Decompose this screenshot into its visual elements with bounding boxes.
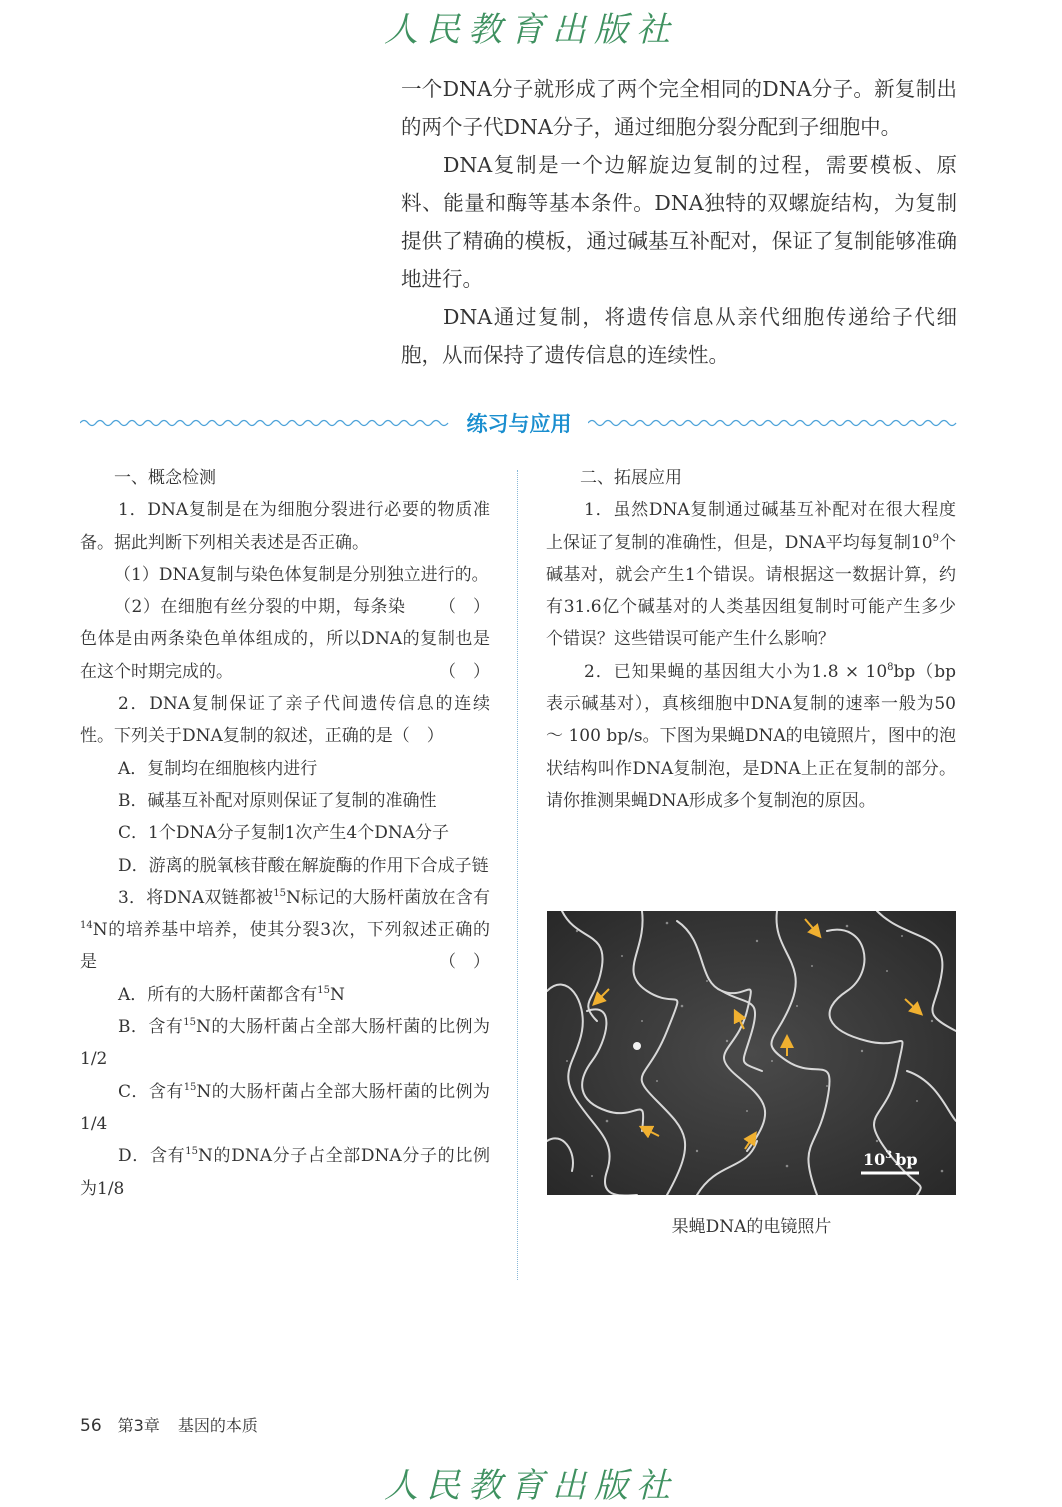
wave-divider-right [588, 417, 958, 429]
figure-caption: 果蝇DNA的电镜照片 [671, 1217, 832, 1237]
isotope-superscript: 14 [80, 920, 93, 932]
option-text: N的DNA分子占全部DNA分子的比例为1/8 [80, 1146, 490, 1199]
question-text: N的培养基中培养，使其分裂3次，下列叙述正确的是 [80, 920, 490, 973]
option-a: A．复制均在细胞核内进行 [118, 758, 318, 779]
question-text: 3．将DNA双链都被 [118, 887, 274, 908]
wave-divider-left [80, 417, 450, 429]
option-text: D．含有 [118, 1146, 186, 1167]
isotope-superscript: 15 [183, 1017, 197, 1029]
option-text: N的大肠杆菌占全部大肠杆菌的比例为1/2 [80, 1017, 491, 1070]
option-text: A．所有的大肠杆菌都含有 [118, 984, 318, 1005]
question-text: （2）在细胞有丝分裂的中期，每条染色体是由两条染色单体组成的，所以DNA的复制也是在这个时期完成的。 [80, 597, 490, 682]
scale-bar-label: 10 [863, 1150, 886, 1169]
micrograph-image [547, 911, 956, 1195]
intro-paragraph: 一个DNA分子就形成了两个完全相同的DNA分子。新复制出的两个子代DNA分子，通过细胞分裂分配到子细胞中。 [401, 77, 957, 139]
option-text: N [330, 984, 345, 1005]
question-3 [80, 882, 490, 979]
question-2: 2．DNA复制保证了亲子代间遗传信息的连续性。下列关于DNA复制的叙述，正确的是（ ） [80, 694, 490, 747]
option-d: D．游离的脱氧核苷酸在解旋酶的作用下合成子链 [118, 855, 489, 876]
chapter-label: 第3章 [117, 1416, 160, 1435]
page-footer [80, 1413, 258, 1436]
exponent-superscript: 9 [932, 532, 939, 544]
question-1: 1．DNA复制是在为细胞分裂进行必要的物质准备。据此判断下列相关表述是否正确。 [80, 500, 490, 553]
extended-application-column [546, 462, 956, 817]
publisher-logo: 人民教育出版社 [384, 1466, 678, 1506]
answer-blank: （ ） [439, 952, 490, 973]
option-text: N的大肠杆菌占全部大肠杆菌的比例为1/4 [80, 1081, 490, 1134]
publisher-logo: 人民教育出版社 [384, 10, 678, 50]
column-divider [517, 470, 518, 1280]
page-number: 56 [80, 1416, 102, 1436]
scale-bar-exponent: 3 [885, 1150, 893, 1161]
electron-micrograph-photo [547, 911, 956, 1195]
section-header [80, 408, 958, 442]
chapter-title: 基因的本质 [177, 1416, 258, 1435]
option-text: B．含有 [118, 1017, 184, 1038]
isotope-superscript: 15 [317, 984, 331, 996]
option-d [80, 1140, 490, 1205]
question-text: （1）DNA复制与染色体复制是分别独立进行的。 [114, 564, 489, 585]
section-title: 练习与应用 [466, 412, 572, 436]
answer-blank: （ ） [439, 597, 490, 618]
answer-blank: （ ） [439, 661, 490, 682]
exponent-superscript: 8 [887, 661, 894, 673]
question-text: 1．虽然DNA复制通过碱基互补配对在很大程度上保证了复制的准确性，但是，DNA平均每复制10 [546, 500, 956, 553]
isotope-superscript: 15 [273, 887, 286, 899]
isotope-superscript: 15 [185, 1146, 198, 1158]
option-b [80, 1011, 490, 1076]
question-text: 2．已知果蝇的基因组大小为1.8 × 10 [584, 661, 888, 682]
option-text: C．含有 [118, 1081, 184, 1102]
intro-paragraph: DNA通过复制，将遗传信息从亲代细胞传递给子代细胞，从而保持了遗传信息的连续性。 [401, 305, 957, 367]
question-text: N标记的大肠杆菌放在含有 [285, 887, 491, 908]
intro-paragraph: DNA复制是一个边解旋边复制的过程，需要模板、原料、能量和酶等基本条件。DNA独特的双螺旋结构，为复制提供了精确的模板，通过碱基互补配对，保证了复制能够准确地进行。 [401, 153, 957, 291]
option-b: B．碱基互补配对原则保证了复制的准确性 [118, 790, 437, 811]
question-text: 个碱基对，就会产生1个错误。请根据这一数据计算，约有31.6亿个碱基对的人类基因组复制时可能产生多少个错误？这些错误可能产生什么影响？ [546, 532, 956, 650]
application-question-1 [546, 494, 956, 655]
option-c [80, 1076, 490, 1141]
question-text: bp（bp表示碱基对），真核细胞中DNA复制的速率一般为50 ～ 100 bp/s。下图为果蝇DNA的电镜照片，图中的泡状结构叫作DNA复制泡，是DNA上正在复制的部分。请你推测果蝇DNA形成多个复制泡的原因。 [546, 661, 956, 811]
concept-check-column [80, 462, 490, 1205]
question-1-item-1 [80, 559, 490, 618]
subsection-heading: 二、拓展应用 [580, 468, 682, 488]
application-question-2 [546, 656, 956, 817]
isotope-superscript: 15 [183, 1081, 197, 1093]
option-a [80, 979, 490, 1011]
subsection-heading: 一、概念检测 [114, 468, 216, 488]
intro-text [401, 70, 957, 374]
scale-bar-unit: bp [895, 1150, 918, 1169]
option-c: C．1个DNA分子复制1次产生4个DNA分子 [118, 823, 450, 844]
